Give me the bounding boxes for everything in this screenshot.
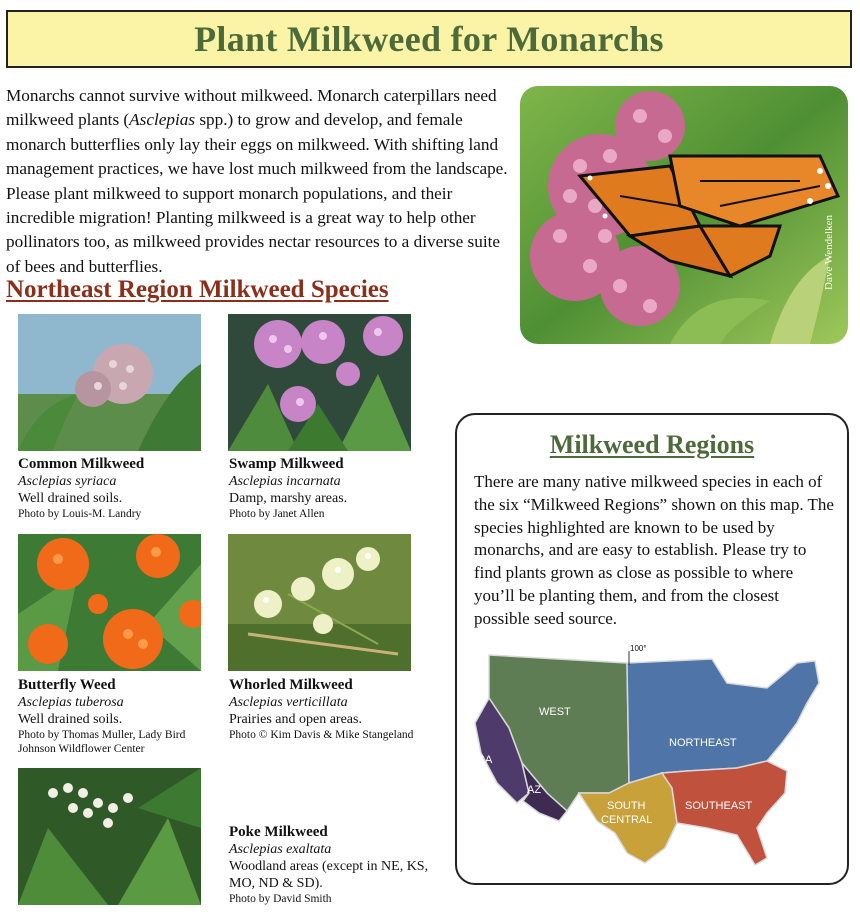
intro-text-2: spp.) to grow and develop, and female monarch butterflies only lay their eggs on milkweed. With shifting land management practices, we have lost much milkweed from the landscape. Please plant milkweed to support monarch populations, and their incredible migration! Planting milkweed is a great way to help other pollinators too, as milkweed provides nectar resources to a diverse suite of bees and butterflies. [6, 110, 508, 276]
page-title: Plant Milkweed for Monarchs [194, 19, 664, 59]
species-name: Swamp Milkweed [229, 456, 344, 472]
map-label-southeast: SOUTHEAST [685, 800, 753, 812]
species-name: Poke Milkweed [229, 824, 328, 840]
map-label-northeast: NORTHEAST [669, 737, 737, 749]
species-caption-2 [229, 456, 439, 521]
species-scientific: Asclepias syriaca [18, 474, 117, 489]
species-name: Common Milkweed [18, 456, 145, 472]
region-northeast [627, 659, 819, 783]
title-banner [6, 10, 852, 68]
poke-milkweed-photo [18, 768, 201, 905]
section-heading: Northeast Region Milkweed Species [6, 276, 389, 303]
species-scientific: Asclepias verticillata [229, 695, 348, 710]
regions-text: There are many native milkweed species in each of the six “Milkweed Regions” shown on this map. The species highlighted are known to be used by monarchs, and are easy to establish. Please try to find plants grown as close as possible to where you’ll be planting them, and from the closest possible seed source. [474, 472, 834, 628]
species-habitat: Well drained soils. [18, 712, 123, 727]
species-credit: Photo by Thomas Muller, Lady Bird Johnson Wildflower Center [18, 729, 186, 755]
species-caption-3 [18, 677, 223, 756]
map-label-central: CENTRAL [601, 814, 653, 826]
species-habitat: Well drained soils. [18, 491, 123, 506]
species-habitat: Prairies and open areas. [229, 712, 362, 727]
butterfly-weed-photo [18, 534, 201, 671]
species-scientific: Asclepias exaltata [229, 842, 332, 857]
common-milkweed-photo [18, 314, 201, 451]
species-caption-4 [229, 677, 449, 742]
species-scientific: Asclepias tuberosa [18, 695, 124, 710]
map-label-ca: CA [477, 754, 493, 766]
species-credit: Photo by David Smith [229, 893, 332, 905]
species-name: Butterfly Weed [18, 677, 116, 693]
species-credit: Photo © Kim Davis & Mike Stangeland [229, 729, 414, 741]
intro-genus: Asclepias [129, 110, 196, 130]
milkweed-regions-box [455, 413, 849, 885]
intro-text-1: Monarchs cannot survive without milkweed. Monarch caterpillars need milkweed plants ( [6, 86, 497, 130]
species-habitat: Woodland areas (except in NE, KS, MO, ND & SD). [229, 859, 429, 891]
swamp-milkweed-photo [228, 314, 411, 451]
species-scientific: Asclepias incarnata [229, 474, 341, 489]
whorled-milkweed-photo [228, 534, 411, 671]
map-label-az: AZ [527, 784, 542, 796]
regions-heading: Milkweed Regions [549, 430, 755, 459]
map-label-south: SOUTH [607, 800, 646, 812]
map-label-west: WEST [539, 706, 571, 718]
species-caption-1 [18, 456, 218, 521]
species-credit: Photo by Louis-M. Landry [18, 508, 142, 520]
intro-paragraph [6, 84, 514, 279]
species-name: Whorled Milkweed [229, 677, 353, 693]
species-caption-5 [229, 824, 449, 906]
map-label-meridian: 100° [630, 644, 647, 653]
species-credit: Photo by Janet Allen [229, 508, 325, 520]
monarch-photo [520, 86, 848, 344]
species-habitat: Damp, marshy areas. [229, 491, 348, 506]
region-southeast [662, 761, 787, 865]
regions-map [467, 643, 837, 883]
hero-photo-credit: Dave Wendelken [823, 215, 835, 290]
